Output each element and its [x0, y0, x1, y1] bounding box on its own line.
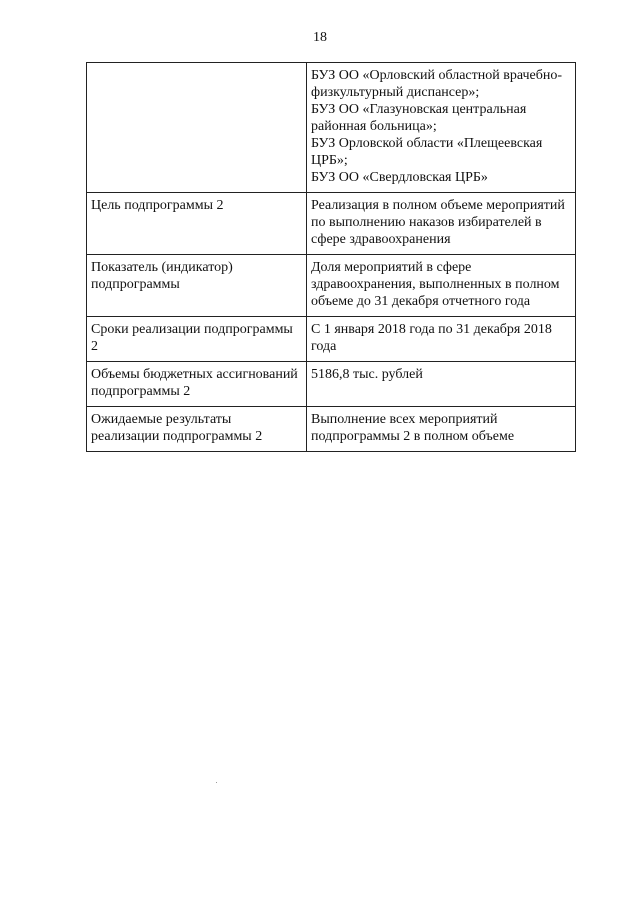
row-label: Цель подпрограммы 2 — [87, 193, 307, 255]
row-value — [307, 317, 576, 362]
row-value — [307, 255, 576, 317]
row-value-text: Реализация в полном объеме мероприятий по выполнению наказов избирателей в сфере здравоохранения — [311, 198, 565, 247]
row-value — [307, 193, 576, 255]
table-row-institutions — [87, 63, 576, 193]
row-label: Ожидаемые результаты реализации подпрограммы 2 — [87, 407, 307, 452]
table-row-goal — [87, 193, 576, 255]
row-value — [307, 407, 576, 452]
table-row-expected-results — [87, 407, 576, 452]
table-row-timeframe — [87, 317, 576, 362]
institution-item: БУЗ Орловской области «Плещеевская ЦРБ»; — [311, 136, 543, 168]
table-row-budget — [87, 362, 576, 407]
institution-item: БУЗ ОО «Глазуновская центральная районная больница»; — [311, 102, 527, 134]
row-value — [307, 362, 576, 407]
scan-speck — [216, 782, 217, 783]
institution-item: БУЗ ОО «Орловский областной врачебно-физкультурный диспансер»; — [311, 68, 563, 100]
table-row-indicator — [87, 255, 576, 317]
row-value-text: Выполнение всех мероприятий подпрограммы 2 в полном объеме — [311, 412, 515, 444]
row-label: Показатель (индикатор) подпрограммы — [87, 255, 307, 317]
row-value-text: С 1 января 2018 года по 31 декабря 2018 года — [311, 322, 552, 354]
row-label — [87, 63, 307, 193]
page-number: 18 — [313, 30, 327, 45]
row-label: Объемы бюджетных ассигнований подпрограммы 2 — [87, 362, 307, 407]
institutions-list — [307, 63, 576, 193]
row-label: Сроки реализации подпрограммы 2 — [87, 317, 307, 362]
row-value-text: 5186,8 тыс. рублей — [311, 367, 423, 382]
institution-item: БУЗ ОО «Свердловская ЦРБ» — [311, 170, 488, 185]
subprogram-passport-table — [86, 62, 576, 452]
row-value-text: Доля мероприятий в сфере здравоохранения, выполненных в полном объеме до 31 декабря отчетного года — [311, 260, 560, 309]
